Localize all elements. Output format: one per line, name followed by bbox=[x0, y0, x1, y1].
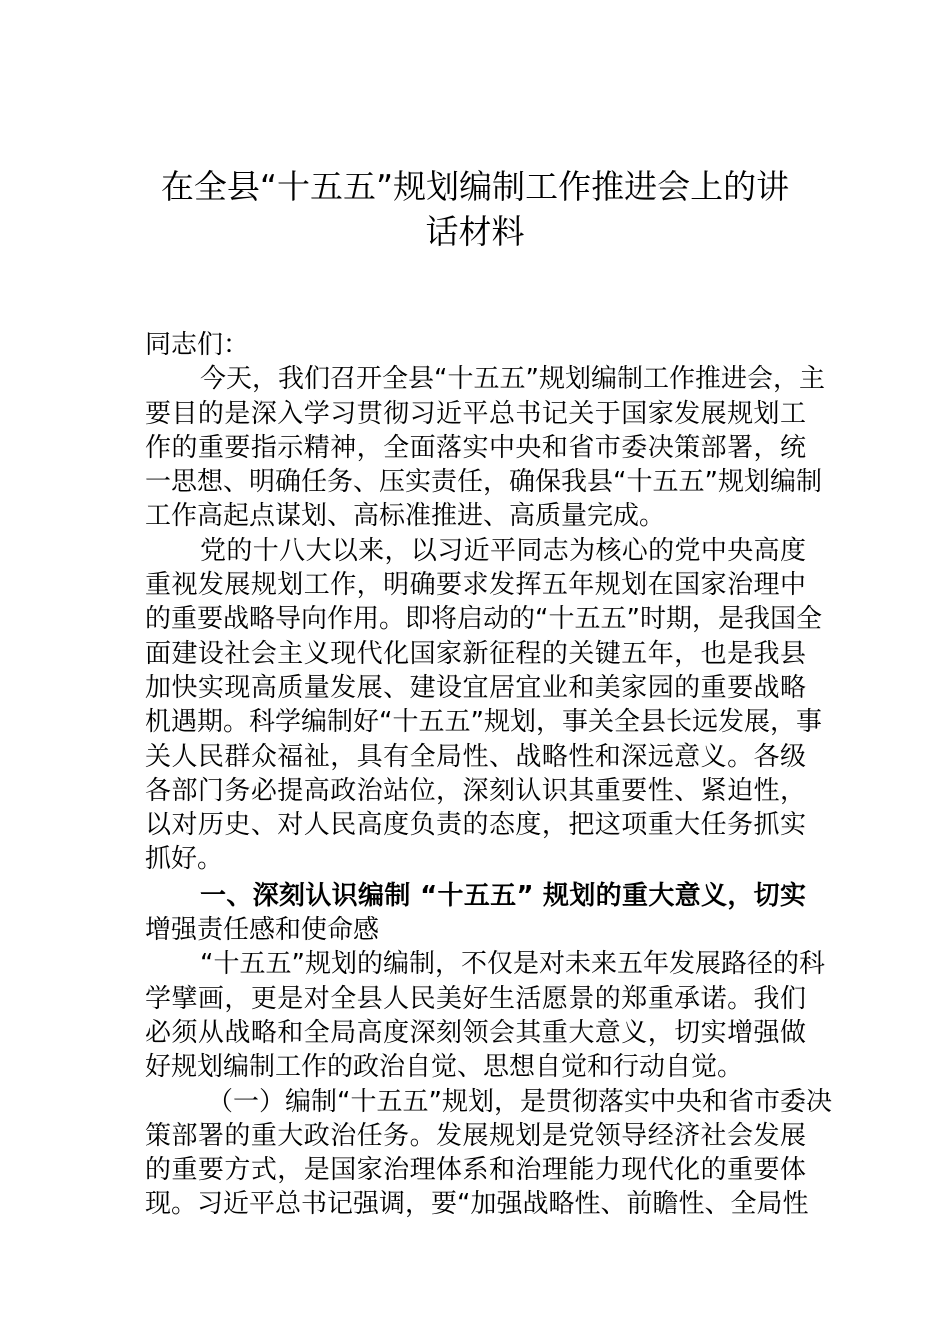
text-line: 必须从战略和全局高度深刻领会其重大意义，切实增强做 bbox=[145, 1017, 806, 1048]
text-line: （一）编制“十五五”规划，是贯彻落实中央和省市委决 bbox=[207, 1086, 832, 1117]
title-line: 话材料 bbox=[425, 212, 525, 251]
text-line: 学擘画，更是对全县人民美好生活愿景的郑重承诺。我们 bbox=[145, 983, 806, 1014]
title-line: 在全县“十五五”规划编制工作推进会上的讲 bbox=[160, 167, 790, 206]
text-line: 党的十八大以来，以习近平同志为核心的党中央高度 bbox=[200, 535, 806, 566]
text-line: 一思想、明确任务、压实责任，确保我县“十五五”规划编制 bbox=[145, 467, 822, 498]
text-line: 抓好。 bbox=[145, 844, 224, 875]
text-line: 面建设社会主义现代化国家新征程的关键五年，也是我县 bbox=[145, 638, 806, 669]
text-line: 现。习近平总书记强调，要“加强战略性、前瞻性、全局性 bbox=[145, 1189, 809, 1220]
section-heading bbox=[145, 879, 806, 948]
text-line: 重视发展规划工作，明确要求发挥五年规划在国家治理中 bbox=[145, 570, 806, 601]
document-title bbox=[100, 164, 850, 254]
text-line: 的重要方式，是国家治理体系和治理能力现代化的重要体 bbox=[145, 1155, 806, 1186]
text-line: 要目的是深入学习贯彻习近平总书记关于国家发展规划工 bbox=[145, 398, 806, 429]
paragraph bbox=[145, 947, 825, 1084]
text-line: 机遇期。科学编制好“十五五”规划，事关全县长远发展，事 bbox=[145, 707, 822, 738]
paragraph bbox=[145, 362, 825, 533]
text-line: 的重要战略导向作用。即将启动的“十五五”时期，是我国全 bbox=[145, 604, 822, 635]
paragraph bbox=[145, 1085, 832, 1222]
text-line: 加快实现高质量发展、建设宜居宜业和美家园的重要战略 bbox=[145, 672, 806, 703]
heading-line: 增强责任感和使命感 bbox=[145, 915, 380, 946]
text-line: 作的重要指示精神，全面落实中央和省市委决策部署，统 bbox=[145, 432, 806, 463]
text-line: 好规划编制工作的政治自觉、思想自觉和行动自觉。 bbox=[145, 1052, 744, 1083]
paragraph bbox=[145, 534, 822, 877]
text-line: 以对历史、对人民高度负责的态度，把这项重大任务抓实 bbox=[145, 810, 806, 841]
document-body bbox=[145, 328, 832, 1222]
text-line: 工作高起点谋划、高标准推进、高质量完成。 bbox=[145, 501, 666, 532]
text-line: 策部署的重大政治任务。发展规划是党领导经济社会发展 bbox=[145, 1120, 806, 1151]
salutation: 同志们： bbox=[145, 330, 250, 360]
text-line: 各部门务必提高政治站位，深刻认识其重要性、紧迫性， bbox=[145, 775, 806, 806]
text-line: 关人民群众福祉，具有全局性、战略性和深远意义。各级 bbox=[145, 741, 806, 772]
heading-line: 一、深刻认识编制 “十五五” 规划的重大意义，切实 bbox=[200, 880, 806, 911]
text-line: 今天，我们召开全县“十五五”规划编制工作推进会，主 bbox=[200, 364, 825, 395]
text-line: “十五五”规划的编制，不仅是对未来五年发展路径的科 bbox=[200, 949, 825, 980]
